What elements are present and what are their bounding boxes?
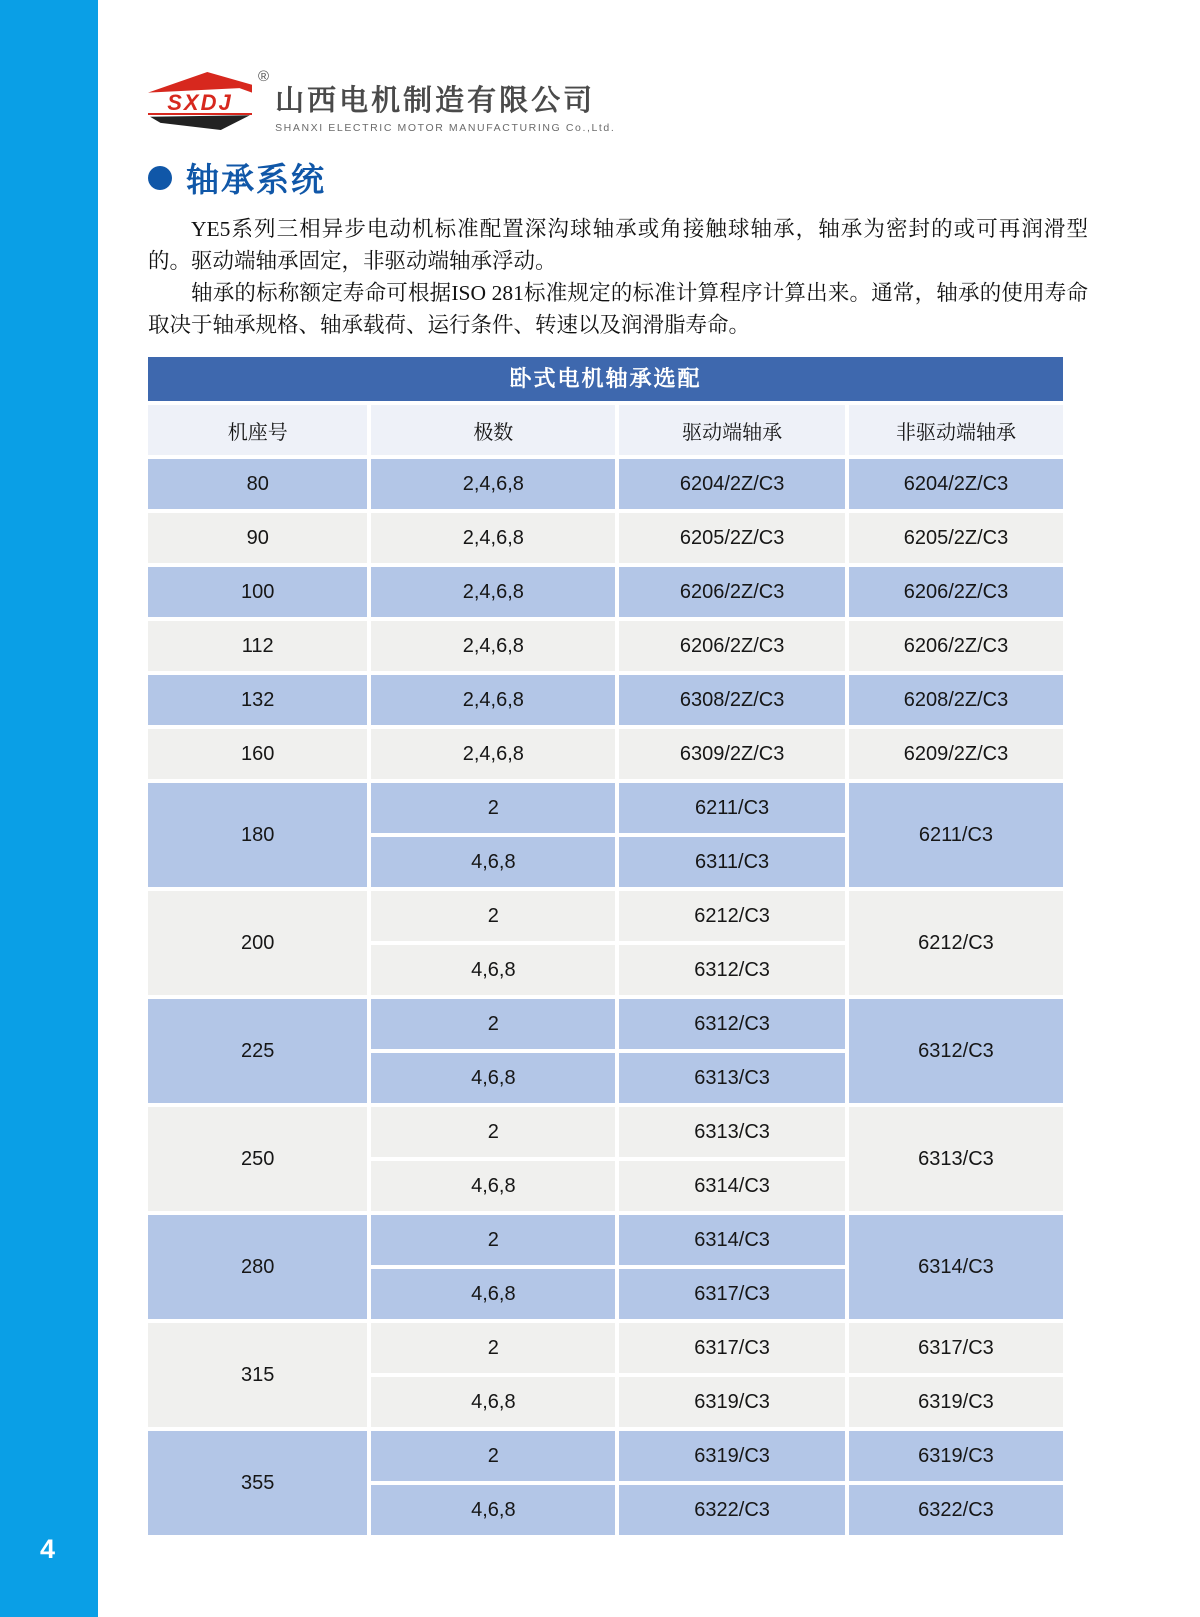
- table-row: [148, 675, 1063, 725]
- poles-cell: 2,4,6,8: [371, 567, 615, 617]
- de-bearing-cell: 6317/C3: [619, 1323, 845, 1373]
- frame-cell: 100: [148, 567, 367, 617]
- section-header: [148, 154, 1088, 201]
- column-header: 驱动端轴承: [619, 405, 845, 455]
- bearing-table: [144, 401, 1067, 1539]
- body-text: [148, 213, 1088, 341]
- poles-cell: 2: [371, 1323, 615, 1373]
- paragraph-1: YE5系列三相异步电动机标准配置深沟球轴承或角接触球轴承，轴承为密封的或可再润滑型的。驱动端轴承固定，非驱动端轴承浮动。: [148, 217, 1088, 273]
- column-header: 非驱动端轴承: [849, 405, 1063, 455]
- table-row: [148, 459, 1063, 509]
- de-bearing-cell: 6313/C3: [619, 1107, 845, 1157]
- de-bearing-cell: 6319/C3: [619, 1431, 845, 1481]
- poles-cell: 2,4,6,8: [371, 675, 615, 725]
- poles-cell: 4,6,8: [371, 1485, 615, 1535]
- page-number: 4: [40, 1534, 56, 1564]
- nde-bearing-cell: 6205/2Z/C3: [849, 513, 1063, 563]
- nde-bearing-cell: 6314/C3: [849, 1215, 1063, 1319]
- frame-cell: 225: [148, 999, 367, 1103]
- poles-cell: 2: [371, 999, 615, 1049]
- de-bearing-cell: 6312/C3: [619, 945, 845, 995]
- table-row: [148, 567, 1063, 617]
- poles-cell: 4,6,8: [371, 1269, 615, 1319]
- poles-cell: 4,6,8: [371, 1161, 615, 1211]
- de-bearing-cell: 6313/C3: [619, 1053, 845, 1103]
- de-bearing-cell: 6211/C3: [619, 783, 845, 833]
- nde-bearing-cell: 6209/2Z/C3: [849, 729, 1063, 779]
- table-row: [148, 999, 1063, 1049]
- poles-cell: 2: [371, 1107, 615, 1157]
- paragraph-2: 轴承的标称额定寿命可根据ISO 281标准规定的标准计算程序计算出来。通常，轴承的使用寿命取决于轴承规格、轴承载荷、运行条件、转速以及润滑脂寿命。: [148, 281, 1088, 337]
- company-name-en: SHANXI ELECTRIC MOTOR MANUFACTURING Co.,Ltd.: [275, 122, 616, 134]
- registered-trademark-icon: ®: [258, 68, 270, 85]
- column-header: 机座号: [148, 405, 367, 455]
- nde-bearing-cell: 6319/C3: [849, 1431, 1063, 1481]
- logo-roof-shape-icon: [148, 72, 252, 93]
- table-row: [148, 621, 1063, 671]
- frame-cell: 280: [148, 1215, 367, 1319]
- section-title: 轴承系统: [186, 161, 326, 198]
- table-row: [148, 891, 1063, 941]
- de-bearing-cell: 6308/2Z/C3: [619, 675, 845, 725]
- poles-cell: 2,4,6,8: [371, 513, 615, 563]
- de-bearing-cell: 6212/C3: [619, 891, 845, 941]
- table-header-row: [148, 405, 1063, 455]
- nde-bearing-cell: 6322/C3: [849, 1485, 1063, 1535]
- poles-cell: 2: [371, 783, 615, 833]
- nde-bearing-cell: 6317/C3: [849, 1323, 1063, 1373]
- de-bearing-cell: 6309/2Z/C3: [619, 729, 845, 779]
- logo-mark-text: SXDJ: [148, 93, 252, 116]
- de-bearing-cell: 6322/C3: [619, 1485, 845, 1535]
- table-row: [148, 1215, 1063, 1265]
- de-bearing-cell: 6319/C3: [619, 1377, 845, 1427]
- poles-cell: 2: [371, 1431, 615, 1481]
- left-brand-stripe: [0, 0, 98, 1617]
- nde-bearing-cell: 6212/C3: [849, 891, 1063, 995]
- column-header: 极数: [371, 405, 615, 455]
- frame-cell: 112: [148, 621, 367, 671]
- company-name-block: [275, 78, 615, 134]
- table-row: [148, 1323, 1063, 1373]
- poles-cell: 2: [371, 891, 615, 941]
- company-logo: [148, 68, 1088, 134]
- table-row: [148, 1107, 1063, 1157]
- table-title: 卧式电机轴承选配: [148, 357, 1063, 401]
- table-row: [148, 1431, 1063, 1481]
- frame-cell: 200: [148, 891, 367, 995]
- nde-bearing-cell: 6206/2Z/C3: [849, 621, 1063, 671]
- de-bearing-cell: 6314/C3: [619, 1215, 845, 1265]
- poles-cell: 2,4,6,8: [371, 729, 615, 779]
- poles-cell: 4,6,8: [371, 945, 615, 995]
- de-bearing-cell: 6205/2Z/C3: [619, 513, 845, 563]
- nde-bearing-cell: 6319/C3: [849, 1377, 1063, 1427]
- nde-bearing-cell: 6204/2Z/C3: [849, 459, 1063, 509]
- frame-cell: 132: [148, 675, 367, 725]
- nde-bearing-cell: 6313/C3: [849, 1107, 1063, 1211]
- company-name-cn: 山西电机制造有限公司: [275, 85, 596, 117]
- poles-cell: 4,6,8: [371, 1053, 615, 1103]
- poles-cell: 2,4,6,8: [371, 621, 615, 671]
- de-bearing-cell: 6317/C3: [619, 1269, 845, 1319]
- de-bearing-cell: 6311/C3: [619, 837, 845, 887]
- poles-cell: 4,6,8: [371, 837, 615, 887]
- bearing-table-section: [148, 357, 1063, 1539]
- nde-bearing-cell: 6211/C3: [849, 783, 1063, 887]
- bearing-table-body: [148, 405, 1063, 1535]
- sxdj-logo-icon: [148, 72, 252, 130]
- poles-cell: 2: [371, 1215, 615, 1265]
- frame-cell: 90: [148, 513, 367, 563]
- poles-cell: 2,4,6,8: [371, 459, 615, 509]
- page-content: [148, 0, 1088, 1539]
- nde-bearing-cell: 6208/2Z/C3: [849, 675, 1063, 725]
- frame-cell: 355: [148, 1431, 367, 1535]
- table-row: [148, 513, 1063, 563]
- table-row: [148, 729, 1063, 779]
- frame-cell: 315: [148, 1323, 367, 1427]
- frame-cell: 180: [148, 783, 367, 887]
- frame-cell: 80: [148, 459, 367, 509]
- nde-bearing-cell: 6206/2Z/C3: [849, 567, 1063, 617]
- de-bearing-cell: 6314/C3: [619, 1161, 845, 1211]
- frame-cell: 250: [148, 1107, 367, 1211]
- section-bullet-icon: [148, 166, 172, 190]
- poles-cell: 4,6,8: [371, 1377, 615, 1427]
- logo-base-shape-icon: [148, 115, 252, 130]
- de-bearing-cell: 6312/C3: [619, 999, 845, 1049]
- nde-bearing-cell: 6312/C3: [849, 999, 1063, 1103]
- frame-cell: 160: [148, 729, 367, 779]
- de-bearing-cell: 6206/2Z/C3: [619, 621, 845, 671]
- table-row: [148, 783, 1063, 833]
- de-bearing-cell: 6206/2Z/C3: [619, 567, 845, 617]
- de-bearing-cell: 6204/2Z/C3: [619, 459, 845, 509]
